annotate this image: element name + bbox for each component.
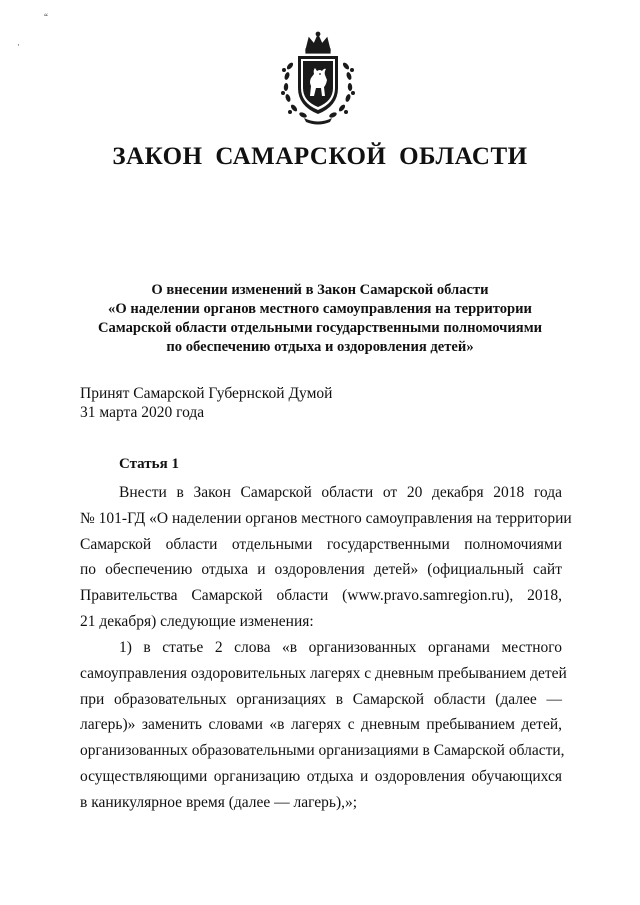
paragraph-line: осуществляющими организацию отдыха и оздоровления обучающихся bbox=[80, 767, 562, 785]
paragraph-line: № 101-ГД «О наделении органов местного самоуправления на территории bbox=[80, 509, 572, 527]
paragraph-line: по обеспечению отдыха и оздоровления детей» (официальный сайт bbox=[80, 561, 562, 579]
article-item-1 bbox=[80, 635, 567, 816]
paragraph-line: Внести в Закон Самарской области от 20 декабря 2018 года bbox=[119, 484, 562, 501]
adopted-date: 31 марта 2020 года bbox=[80, 404, 205, 421]
law-subject bbox=[60, 281, 580, 357]
subject-line: по обеспечению отдыха и оздоровления детей» bbox=[166, 339, 474, 355]
subject-line: «О наделении органов местного самоуправления на территории bbox=[108, 301, 532, 317]
margin-mark-top: “ bbox=[44, 12, 48, 22]
law-title: ЗАКОН САМАРСКОЙ ОБЛАСТИ bbox=[112, 143, 528, 170]
article-heading: Статья 1 bbox=[119, 456, 179, 472]
paragraph-line: 1) в статье 2 слова «в организованных органами местного bbox=[119, 639, 562, 656]
subject-line: О внесении изменений в Закон Самарской области bbox=[151, 282, 489, 298]
adoption-info bbox=[80, 384, 332, 422]
paragraph-line: лагерь)» заменить словами «в лагерях с дневным пребыванием детей, bbox=[80, 716, 562, 734]
adopted-by: Принят Самарской Губернской Думой bbox=[80, 385, 333, 402]
paragraph-line: в каникулярное время (далее — лагерь),»; bbox=[80, 793, 358, 811]
paragraph-line: самоуправления оздоровительных лагерях с дневным пребыванием детей bbox=[80, 664, 567, 682]
paragraph-line: организованных образовательными организациями в Самарской области, bbox=[80, 742, 565, 760]
paragraph-line: при образовательных организациях в Самарской области (далее — bbox=[80, 690, 562, 708]
paragraph-line: Правительства Самарской области (www.pravo.samregion.ru), 2018, bbox=[80, 587, 562, 605]
article-intro-paragraph bbox=[80, 480, 572, 635]
paragraph-line: Самарской области отдельными государственными полномочиями bbox=[80, 535, 562, 553]
subject-line: Самарской области отдельными государственными полномочиями bbox=[97, 320, 543, 336]
coat-of-arms-icon bbox=[276, 30, 360, 126]
margin-mark-left: · bbox=[17, 40, 20, 50]
paragraph-line: 21 декабря) следующие изменения: bbox=[80, 612, 314, 630]
